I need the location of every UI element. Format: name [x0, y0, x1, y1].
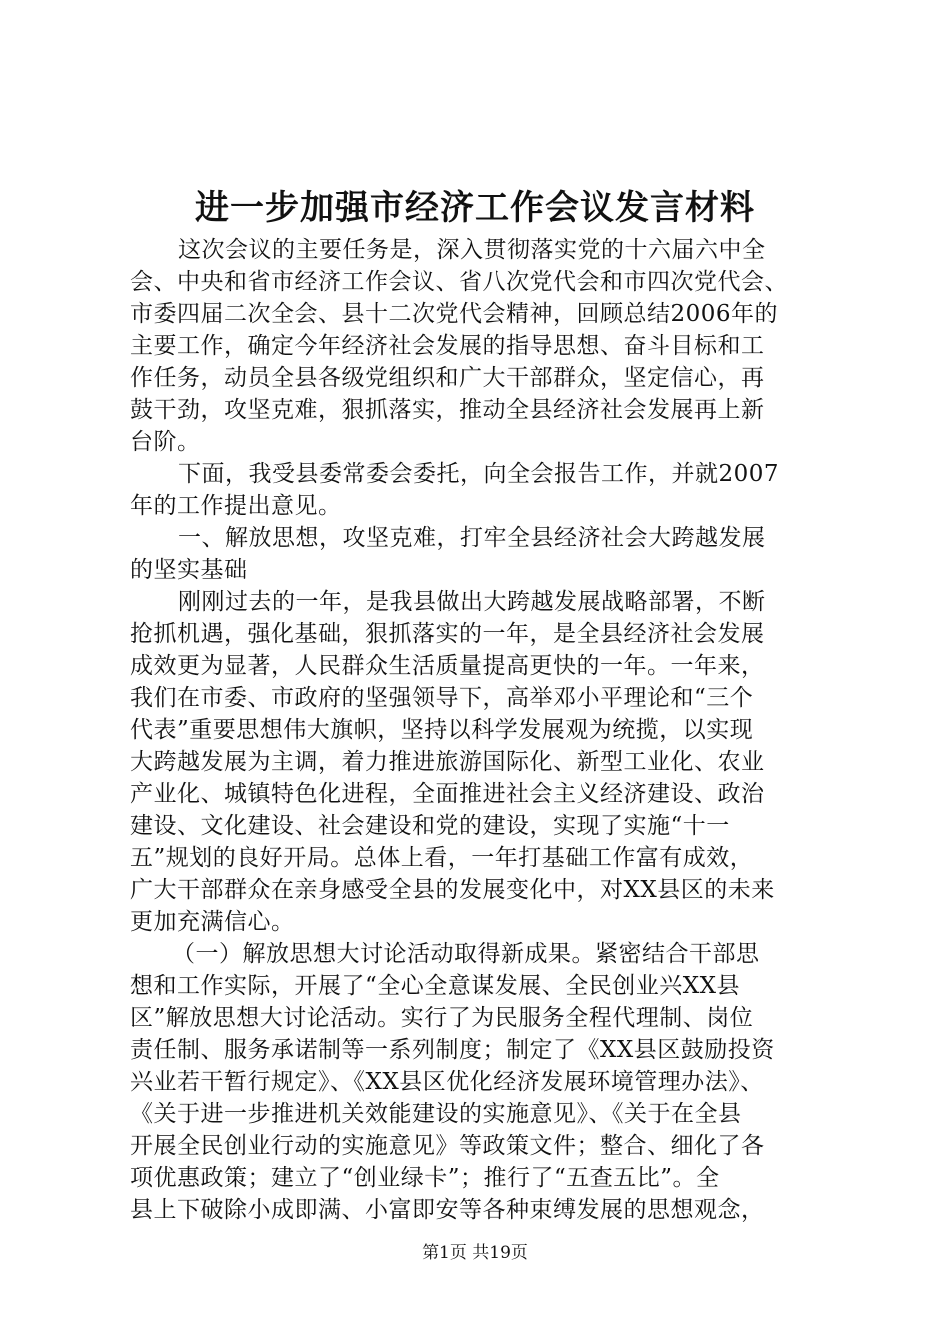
text-line: 《关于进一步推进机关效能建设的实施意见》、《关于在全县: [130, 1101, 742, 1127]
text-line: 想和工作实际，开展了“全心全意谋发展、全民创业兴XX县: [130, 973, 741, 999]
text-line: 会、中央和省市经济工作会议、省八次党代会和市四次党代会、: [130, 269, 788, 295]
text-line: 五”规划的良好开局。总体上看，一年打基础工作富有成效，: [130, 845, 754, 871]
text-line: 县上下破除小成即满、小富即安等各种束缚发展的思想观念，: [130, 1197, 765, 1223]
text-line: 责任制、服务承诺制等一系列制度；制定了《XX县区鼓励投资: [130, 1037, 775, 1063]
text-line: 台阶。: [130, 429, 201, 455]
text-line: 我们在市委、市政府的坚强领导下，高举邓小平理论和“三个: [130, 685, 754, 711]
text-line: 产业化、城镇特色化进程，全面推进社会主义经济建设、政治: [130, 781, 765, 807]
text-line: 大跨越发展为主调，着力推进旅游国际化、新型工业化、农业: [130, 749, 765, 775]
text-line: 刚刚过去的一年，是我县做出大跨越发展战略部署，不断: [178, 589, 766, 615]
document-body: [130, 234, 830, 1226]
text-line: 开展全民创业行动的实施意见》等政策文件；整合、细化了各: [130, 1133, 765, 1159]
text-line: 成效更为显著，人民群众生活质量提高更快的一年。一年来，: [130, 653, 765, 679]
text-line: 作任务，动员全县各级党组织和广大干部群众，坚定信心，再: [130, 365, 765, 391]
text-line: 主要工作，确定今年经济社会发展的指导思想、奋斗目标和工: [130, 333, 765, 359]
text-line: 兴业若干暂行规定》、《XX县区优化经济发展环境管理办法》、: [130, 1069, 764, 1095]
text-line: 建设、文化建设、社会建设和党的建设，实现了实施“十一: [130, 813, 730, 839]
text-line: 更加充满信心。: [130, 909, 295, 935]
text-line: 市委四届二次全会、县十二次党代会精神，回顾总结2006年的: [130, 301, 779, 327]
text-line: 代表”重要思想伟大旗帜，坚持以科学发展观为统揽，以实现: [130, 717, 754, 743]
text-line: 年的工作提出意见。: [130, 493, 342, 519]
section-heading-line: 的坚实基础: [130, 557, 248, 583]
document-title: 进一步加强市经济工作会议发言材料: [195, 188, 755, 228]
text-line: 这次会议的主要任务是，深入贯彻落实党的十六届六中全: [178, 237, 766, 263]
text-line: 抢抓机遇，强化基础，狠抓落实的一年，是全县经济社会发展: [130, 621, 765, 647]
text-line: 项优惠政策；建立了“创业绿卡”；推行了“五查五比”。全: [130, 1165, 720, 1191]
text-line: 区”解放思想大讨论活动。实行了为民服务全程代理制、岗位: [130, 1005, 754, 1031]
text-line: 鼓干劲，攻坚克难，狠抓落实，推动全县经济社会发展再上新: [130, 397, 765, 423]
subsection-line: （一）解放思想大讨论活动取得新成果。紧密结合干部思: [172, 941, 760, 967]
text-line: 下面，我受县委常委会委托，向全会报告工作，并就2007: [178, 461, 780, 487]
text-line: 广大干部群众在亲身感受全县的发展变化中，对XX县区的未来: [130, 877, 775, 903]
section-heading-line: 一、解放思想，攻坚克难，打牢全县经济社会大跨越发展: [178, 525, 766, 551]
page-number: 第1页 共19页: [422, 1243, 528, 1263]
